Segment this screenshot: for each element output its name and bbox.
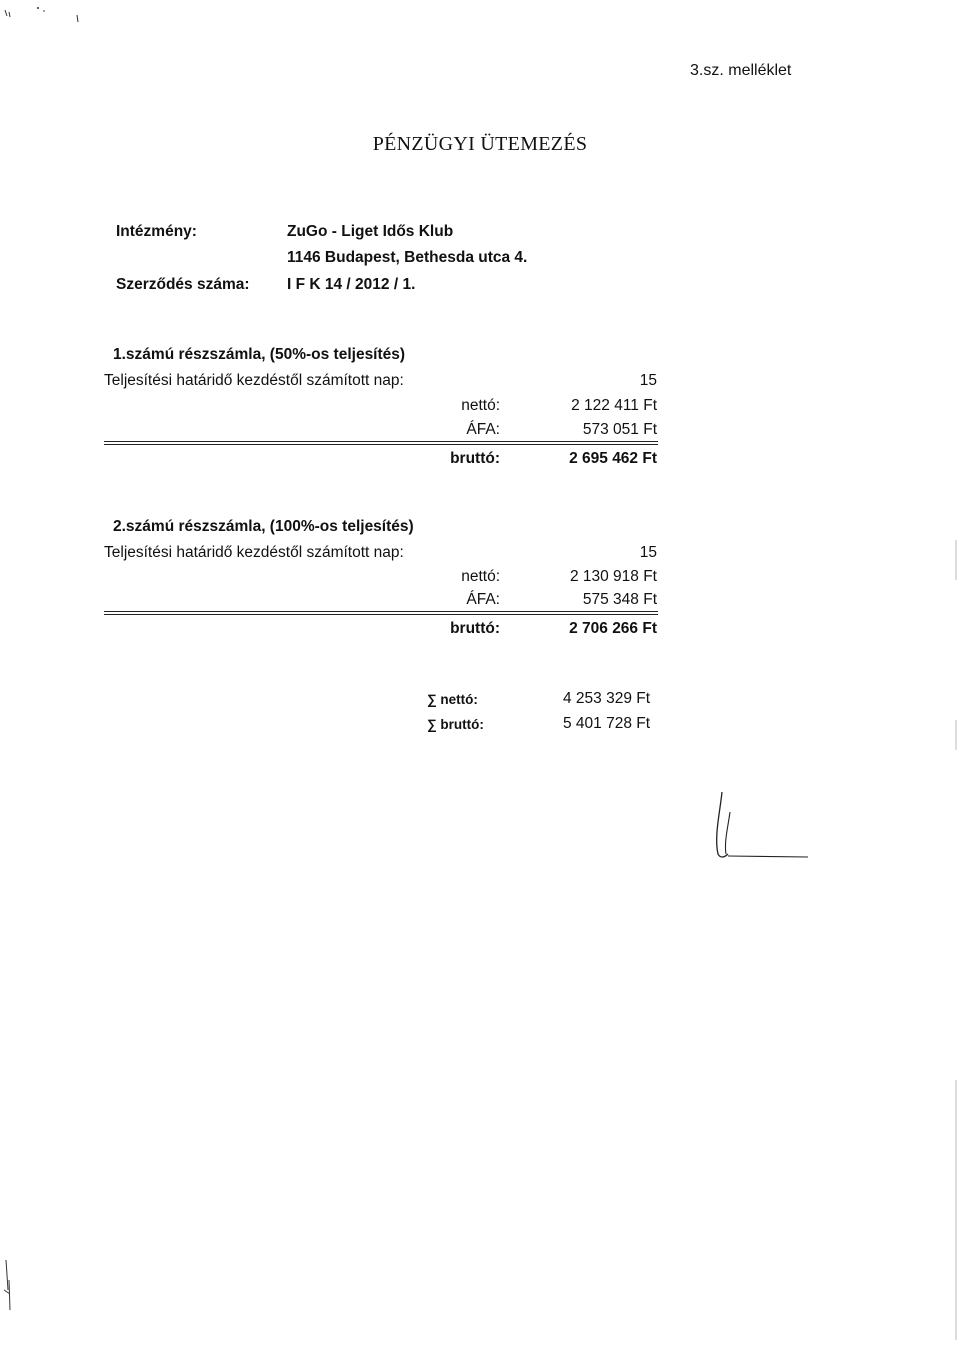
contract-number: I F K 14 / 2012 / 1. xyxy=(287,276,416,293)
scan-artifact-left xyxy=(0,1250,20,1320)
invoice-1-rule-top xyxy=(104,441,658,442)
institution-address: 1146 Budapest, Bethesda utca 4. xyxy=(287,249,528,266)
invoice-2-title: 2.számú részszámla, (100%-os teljesítés) xyxy=(113,518,414,535)
invoice-1-vat-label: ÁFA: xyxy=(466,421,500,438)
invoice-2-gross-value: 2 706 266 Ft xyxy=(569,620,657,637)
invoice-2-rule-top xyxy=(104,611,658,612)
invoice-1-gross-label: bruttó: xyxy=(450,450,500,467)
total-net-value: 4 253 329 Ft xyxy=(563,690,651,707)
invoice-2-gross-label: bruttó: xyxy=(450,620,500,637)
total-gross-value: 5 401 728 Ft xyxy=(563,715,651,732)
signature-mark xyxy=(700,782,820,872)
institution-label: Intézmény: xyxy=(116,223,197,240)
invoice-2-deadline-label: Teljesítési határidő kezdéstől számított nap: xyxy=(104,544,404,561)
total-net-label: ∑ nettó: xyxy=(427,692,478,707)
invoice-1-net-label: nettó: xyxy=(461,397,500,414)
invoice-1-title: 1.számú részszámla, (50%-os teljesítés) xyxy=(113,346,406,363)
institution-name: ZuGo - Liget Idős Klub xyxy=(287,223,454,240)
invoice-2-deadline-days: 15 xyxy=(639,544,657,561)
scan-artifact-top xyxy=(0,0,90,30)
scan-edge-right xyxy=(952,520,960,1349)
invoice-1-gross-value: 2 695 462 Ft xyxy=(569,450,657,467)
invoice-1-deadline-days: 15 xyxy=(639,372,657,389)
total-gross-label: ∑ bruttó: xyxy=(427,717,484,732)
invoice-1-deadline-label: Teljesítési határidő kezdéstől számított nap: xyxy=(104,372,404,389)
invoice-2-vat-label: ÁFA: xyxy=(466,591,500,608)
invoice-2-net-label: nettó: xyxy=(461,568,500,585)
page-title: PÉNZÜGYI ÜTEMEZÉS xyxy=(372,133,588,155)
invoice-2-vat-value: 575 348 Ft xyxy=(582,591,657,608)
contract-label: Szerződés száma: xyxy=(116,276,250,293)
invoice-2-rule-bottom xyxy=(104,614,658,615)
invoice-1-net-value: 2 122 411 Ft xyxy=(571,397,657,414)
annex-label: 3.sz. melléklet xyxy=(690,62,792,79)
invoice-1-rule-bottom xyxy=(104,444,658,445)
invoice-2-net-value: 2 130 918 Ft xyxy=(569,568,657,585)
invoice-1-vat-value: 573 051 Ft xyxy=(582,421,657,438)
